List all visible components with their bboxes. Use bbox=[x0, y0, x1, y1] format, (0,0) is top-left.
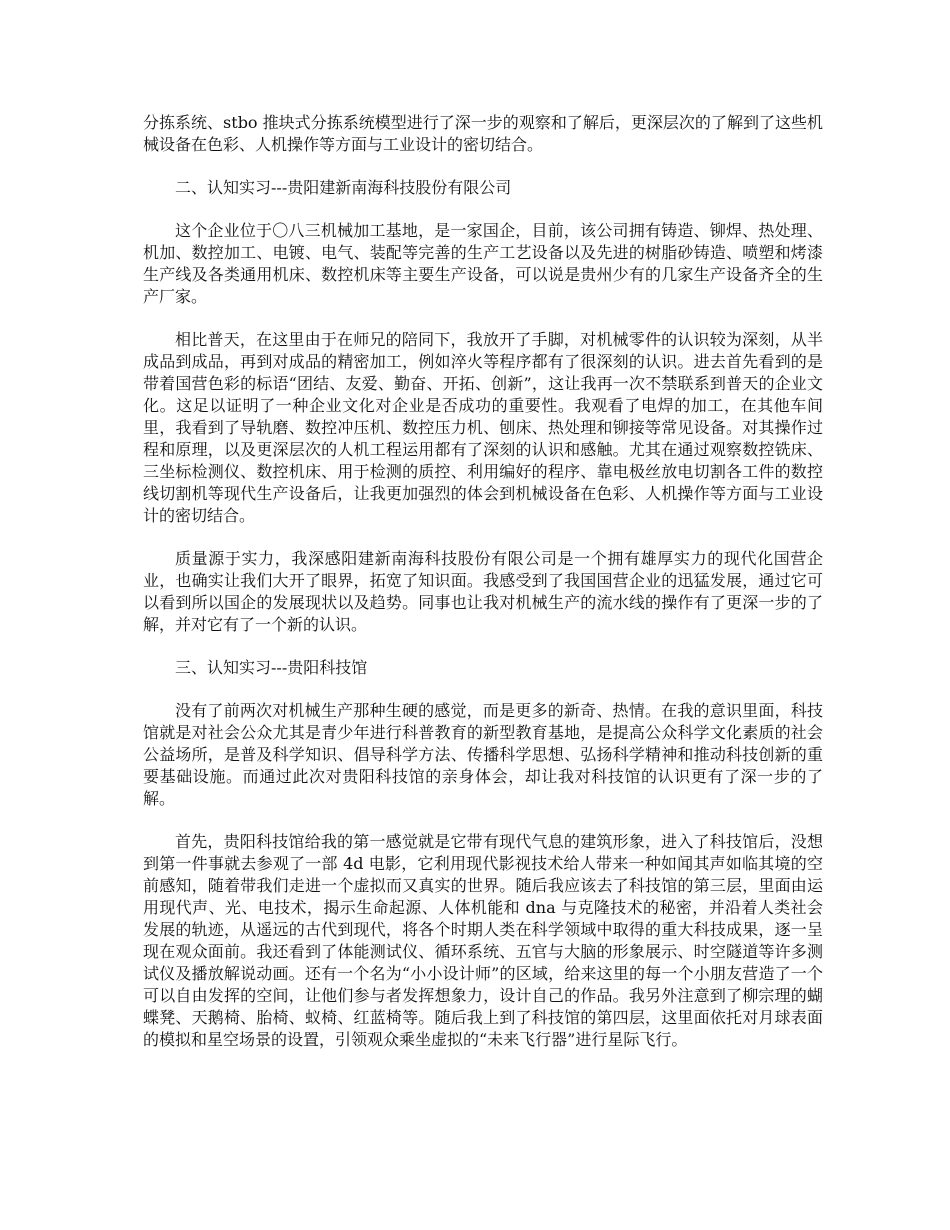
paragraph-continuation: 分拣系统、stbo 推块式分拣系统模型进行了深一步的观察和了解后，更深层次的了解到了这些机械设备在色彩、人机操作等方面与工业设计的密切结合。 bbox=[143, 113, 823, 154]
paragraph-company-visit: 相比普天，在这里由于在师兄的陪同下，我放开了手脚，对机械零件的认识较为深刻，从半成品到成品，再到对成品的精密加工，例如淬火等程序都有了很深刻的认识。进去首先看到的是带着国营色彩的标语“团结、友爱、勤奋、开拓、创新”，这让我再一次不禁联系到普天的企业文化。这足以证明了一种企业文化对企业是否成功的重要性。我观看了电焊的加工，在其他车间里，我看到了导轨磨、数控冲压机、数控压力机、刨床、热处理和铆接等常见设备。对其操作过程和原理，以及更深层次的人机工程运用都有了深刻的认识和感触。尤其在通过观察数控铣床、三坐标检测仪、数控机床、用于检测的质控、利用编好的程序、靠电极丝放电切割各工件的数控线切割机等现代生产设备后，让我更加强烈的体会到机械设备在色彩、人机操作等方面与工业设计的密切结合。 bbox=[143, 330, 823, 525]
paragraph-museum-intro: 没有了前两次对机械生产那种生硬的感觉，而是更多的新奇、热情。在我的意识里面，科技馆就是对社会公众尤其是青少年进行科普教育的新型教育基地，是提高公众科学文化素质的社会公益场所，是普及科学知识、倡导科学方法、传播科学思想、弘扬科学精神和推动科技创新的重要基础设施。而通过此次对贵阳科技馆的亲身体会，却让我对科技馆的认识更有了深一步的了解。 bbox=[143, 701, 823, 808]
section-heading-3: 三、认知实习---贵阳科技馆 bbox=[175, 658, 368, 677]
section-heading-2: 二、认知实习---贵阳建新南海科技股份有限公司 bbox=[175, 178, 512, 197]
paragraph-company-intro: 这个企业位于〇八三机械加工基地，是一家国企，目前，该公司拥有铸造、铆焊、热处理、机加、数控加工、电镀、电气、装配等完善的生产工艺设备以及先进的树脂砂铸造、喷塑和烤漆生产线及各类通用机床、数控机床等主要生产设备，可以说是贵州少有的几家生产设备齐全的生产厂家。 bbox=[143, 221, 823, 306]
document-page bbox=[143, 112, 823, 1072]
paragraph-museum-visit: 首先，贵阳科技馆给我的第一感觉就是它带有现代气息的建筑形象，进入了科技馆后，没想到第一件事就去参观了一部 4d 电影，它利用现代影视技术给人带来一种如闻其声如临其境的空前感知，随着带我们走进一个虚拟而又真实的世界。随后我应该去了科技馆的第三层，里面由运用现代声、光、电技术，揭示生命起源、人体机能和 dna 与克隆技术的秘密，并沿着人类社会发展的轨迹，从遥远的古代到现代，将各个时期人类在科学领域中取得的重大科技成果，逐一呈现在观众面前。我还看到了体能测试仪、循环系统、五官与大脑的形象展示、时空隧道等许多测试仪及播放解说动画。还有一个名为“小小设计师”的区域，给来这里的每一个小朋友营造了一个可以自由发挥的空间，让他们参与者发挥想象力，设计自己的作品。我另外注意到了柳宗理的蝴蝶凳、天鹅椅、胎椅、蚁椅、红蓝椅等。随后我上到了科技馆的第四层，这里面依托对月球表面的模拟和星空场景的设置，引领观众乘坐虚拟的“未来飞行器”进行星际飞行。 bbox=[143, 832, 823, 1049]
paragraph-company-summary: 质量源于实力，我深感阳建新南海科技股份有限公司是一个拥有雄厚实力的现代化国营企业，也确实让我们大开了眼界，拓宽了知识面。我感受到了我国国营企业的迅猛发展，通过它可以看到所以国企的发展现状以及趋势。同事也让我对机械生产的流水线的操作有了更深一步的了解，并对它有了一个新的认识。 bbox=[143, 549, 823, 634]
